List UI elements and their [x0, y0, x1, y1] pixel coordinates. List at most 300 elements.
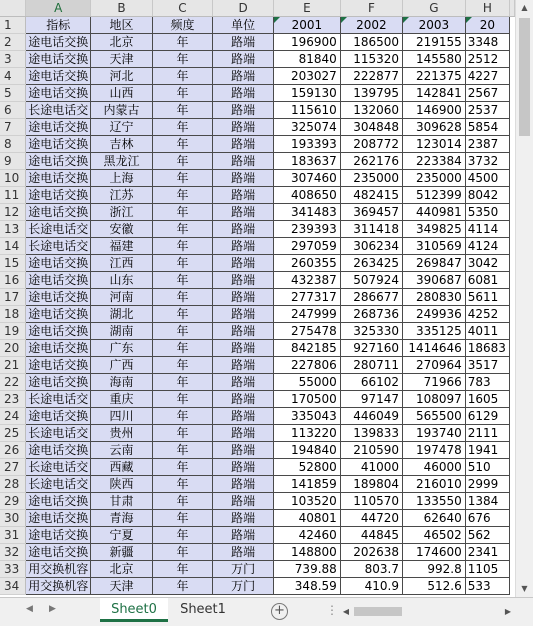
- cell-value[interactable]: 565500: [403, 408, 466, 425]
- row-header[interactable]: 6: [0, 102, 26, 119]
- cell-unit[interactable]: 路端: [213, 374, 274, 391]
- cell-unit[interactable]: 路端: [213, 102, 274, 119]
- cell-region[interactable]: 上海: [91, 170, 152, 187]
- row-header[interactable]: 1: [0, 17, 26, 34]
- cell-header-indicator[interactable]: 指标: [26, 17, 91, 34]
- cell-region[interactable]: 北京: [91, 561, 152, 578]
- cell-value[interactable]: 335125: [403, 323, 466, 340]
- cell-value[interactable]: 676: [465, 510, 509, 527]
- cell-unit[interactable]: 路端: [213, 306, 274, 323]
- row-header[interactable]: 15: [0, 255, 26, 272]
- cell-value[interactable]: 44845: [340, 527, 402, 544]
- cell-region[interactable]: 贵州: [91, 425, 152, 442]
- cell-region[interactable]: 天津: [91, 578, 152, 595]
- cell-value[interactable]: 533: [465, 578, 509, 595]
- vertical-scrollbar[interactable]: [515, 0, 533, 597]
- scroll-up-icon[interactable]: ▲: [521, 3, 528, 12]
- cell-value[interactable]: 115610: [273, 102, 340, 119]
- row-header[interactable]: 3: [0, 51, 26, 68]
- cell-region[interactable]: 海南: [91, 374, 152, 391]
- cell-value[interactable]: 310569: [403, 238, 466, 255]
- cell-value[interactable]: 1105: [465, 561, 509, 578]
- cell-unit[interactable]: 路端: [213, 442, 274, 459]
- cell-value[interactable]: 1384: [465, 493, 509, 510]
- cell-indicator[interactable]: 途电话交换: [26, 544, 91, 561]
- cell-value[interactable]: 408650: [273, 187, 340, 204]
- cell-value[interactable]: 311418: [340, 221, 402, 238]
- cell-header-year[interactable]: 2001: [273, 17, 340, 34]
- cell-value[interactable]: 8042: [465, 187, 509, 204]
- cell-unit[interactable]: 路端: [213, 204, 274, 221]
- horizontal-scrollbar[interactable]: [339, 604, 515, 619]
- cell-frequency[interactable]: 年: [152, 289, 213, 306]
- cell-header-year[interactable]: 20: [465, 17, 509, 34]
- cell-value[interactable]: 306234: [340, 238, 402, 255]
- cell-frequency[interactable]: 年: [152, 357, 213, 374]
- row-header[interactable]: 11: [0, 187, 26, 204]
- cell-header-region[interactable]: 地区: [91, 17, 152, 34]
- row-header[interactable]: 21: [0, 357, 26, 374]
- cell-value[interactable]: 325330: [340, 323, 402, 340]
- cell-indicator[interactable]: 途电话交换: [26, 289, 91, 306]
- cell-frequency[interactable]: 年: [152, 578, 213, 595]
- cell-value[interactable]: 148800: [273, 544, 340, 561]
- cell-value[interactable]: 309628: [403, 119, 466, 136]
- cell-frequency[interactable]: 年: [152, 442, 213, 459]
- cell-indicator[interactable]: 途电话交换: [26, 119, 91, 136]
- cell-value[interactable]: 55000: [273, 374, 340, 391]
- cell-region[interactable]: 青海: [91, 510, 152, 527]
- cell-unit[interactable]: 路端: [213, 255, 274, 272]
- cell-value[interactable]: 2999: [465, 476, 509, 493]
- cell-value[interactable]: 216010: [403, 476, 466, 493]
- cell-value[interactable]: 3348: [465, 34, 509, 51]
- cell-value[interactable]: 239393: [273, 221, 340, 238]
- cell-frequency[interactable]: 年: [152, 340, 213, 357]
- cell-frequency[interactable]: 年: [152, 68, 213, 85]
- cell-value[interactable]: 5350: [465, 204, 509, 221]
- cell-region[interactable]: 湖北: [91, 306, 152, 323]
- cell-frequency[interactable]: 年: [152, 34, 213, 51]
- cell-value[interactable]: 307460: [273, 170, 340, 187]
- cell-value[interactable]: 304848: [340, 119, 402, 136]
- cell-frequency[interactable]: 年: [152, 527, 213, 544]
- cell-indicator[interactable]: 途电话交换: [26, 340, 91, 357]
- cell-value[interactable]: 183637: [273, 153, 340, 170]
- cell-region[interactable]: 甘肃: [91, 493, 152, 510]
- cell-unit[interactable]: 路端: [213, 510, 274, 527]
- cell-frequency[interactable]: 年: [152, 408, 213, 425]
- cell-indicator[interactable]: 途电话交换: [26, 510, 91, 527]
- cell-value[interactable]: 18683: [465, 340, 509, 357]
- cell-unit[interactable]: 路端: [213, 459, 274, 476]
- cell-indicator[interactable]: 长途电话交: [26, 425, 91, 442]
- cell-region[interactable]: 安徽: [91, 221, 152, 238]
- row-header[interactable]: 22: [0, 374, 26, 391]
- cell-region[interactable]: 浙江: [91, 204, 152, 221]
- cell-unit[interactable]: 路端: [213, 51, 274, 68]
- cell-value[interactable]: 71966: [403, 374, 466, 391]
- cell-value[interactable]: 40801: [273, 510, 340, 527]
- cell-value[interactable]: 4114: [465, 221, 509, 238]
- select-all-corner[interactable]: [0, 0, 26, 17]
- cell-indicator[interactable]: 途电话交换: [26, 204, 91, 221]
- cell-value[interactable]: 174600: [403, 544, 466, 561]
- cell-value[interactable]: 146900: [403, 102, 466, 119]
- cell-unit[interactable]: 路端: [213, 289, 274, 306]
- cell-indicator[interactable]: 途电话交换: [26, 374, 91, 391]
- cell-frequency[interactable]: 年: [152, 510, 213, 527]
- column-header-a[interactable]: A: [26, 0, 91, 17]
- cell-value[interactable]: 2387: [465, 136, 509, 153]
- cell-value[interactable]: 5854: [465, 119, 509, 136]
- cell-frequency[interactable]: 年: [152, 306, 213, 323]
- cell-value[interactable]: 145580: [403, 51, 466, 68]
- cell-unit[interactable]: 路端: [213, 221, 274, 238]
- cell-value[interactable]: 222877: [340, 68, 402, 85]
- cell-frequency[interactable]: 年: [152, 238, 213, 255]
- cell-frequency[interactable]: 年: [152, 255, 213, 272]
- cell-value[interactable]: 208772: [340, 136, 402, 153]
- cell-region[interactable]: 江苏: [91, 187, 152, 204]
- cell-value[interactable]: 269847: [403, 255, 466, 272]
- cell-indicator[interactable]: 长途电话交: [26, 221, 91, 238]
- cell-value[interactable]: 2111: [465, 425, 509, 442]
- cell-unit[interactable]: 路端: [213, 425, 274, 442]
- cell-unit[interactable]: 路端: [213, 119, 274, 136]
- cell-indicator[interactable]: 长途电话交: [26, 391, 91, 408]
- cell-value[interactable]: 270964: [403, 357, 466, 374]
- cell-region[interactable]: 北京: [91, 34, 152, 51]
- row-header[interactable]: 12: [0, 204, 26, 221]
- row-header[interactable]: 30: [0, 510, 26, 527]
- cell-frequency[interactable]: 年: [152, 221, 213, 238]
- cell-value[interactable]: 194840: [273, 442, 340, 459]
- cell-value[interactable]: 203027: [273, 68, 340, 85]
- cell-unit[interactable]: 路端: [213, 357, 274, 374]
- row-header[interactable]: 4: [0, 68, 26, 85]
- cell-value[interactable]: 440981: [403, 204, 466, 221]
- cell-frequency[interactable]: 年: [152, 187, 213, 204]
- cell-value[interactable]: 2512: [465, 51, 509, 68]
- cell-unit[interactable]: 路端: [213, 527, 274, 544]
- cell-region[interactable]: 黑龙江: [91, 153, 152, 170]
- cell-value[interactable]: 221375: [403, 68, 466, 85]
- cell-value[interactable]: 235000: [340, 170, 402, 187]
- vertical-scroll-thumb[interactable]: [519, 18, 530, 136]
- cell-indicator[interactable]: 长途电话交: [26, 102, 91, 119]
- row-header[interactable]: 33: [0, 561, 26, 578]
- cell-frequency[interactable]: 年: [152, 374, 213, 391]
- cell-value[interactable]: 1605: [465, 391, 509, 408]
- cell-value[interactable]: 223384: [403, 153, 466, 170]
- cell-indicator[interactable]: 用交换机容: [26, 561, 91, 578]
- row-header[interactable]: 31: [0, 527, 26, 544]
- cell-value[interactable]: 2537: [465, 102, 509, 119]
- cell-unit[interactable]: 路端: [213, 544, 274, 561]
- column-header-e[interactable]: E: [273, 0, 340, 17]
- cell-frequency[interactable]: 年: [152, 119, 213, 136]
- cell-value[interactable]: 2341: [465, 544, 509, 561]
- cell-region[interactable]: 重庆: [91, 391, 152, 408]
- cell-value[interactable]: 41000: [340, 459, 402, 476]
- cell-value[interactable]: 510: [465, 459, 509, 476]
- cell-indicator[interactable]: 途电话交换: [26, 85, 91, 102]
- cell-value[interactable]: 803.7: [340, 561, 402, 578]
- cell-value[interactable]: 410.9: [340, 578, 402, 595]
- cell-indicator[interactable]: 途电话交换: [26, 51, 91, 68]
- cell-value[interactable]: 235000: [403, 170, 466, 187]
- cell-value[interactable]: 97147: [340, 391, 402, 408]
- cell-value[interactable]: 186500: [340, 34, 402, 51]
- cell-frequency[interactable]: 年: [152, 476, 213, 493]
- scroll-left-icon[interactable]: ◀: [342, 607, 350, 616]
- cell-value[interactable]: 52800: [273, 459, 340, 476]
- cell-unit[interactable]: 路端: [213, 187, 274, 204]
- row-header[interactable]: 7: [0, 119, 26, 136]
- cell-value[interactable]: 202638: [340, 544, 402, 561]
- cell-header-year[interactable]: 2003: [403, 17, 466, 34]
- cell-header-year[interactable]: 2002: [340, 17, 402, 34]
- row-header[interactable]: 9: [0, 153, 26, 170]
- cell-region[interactable]: 河北: [91, 68, 152, 85]
- cell-region[interactable]: 吉林: [91, 136, 152, 153]
- column-header-d[interactable]: D: [213, 0, 274, 17]
- cell-unit[interactable]: 路端: [213, 323, 274, 340]
- cell-value[interactable]: 108097: [403, 391, 466, 408]
- row-header[interactable]: 13: [0, 221, 26, 238]
- cell-value[interactable]: 562: [465, 527, 509, 544]
- cell-value[interactable]: 115320: [340, 51, 402, 68]
- cell-region[interactable]: 天津: [91, 51, 152, 68]
- cell-value[interactable]: 193393: [273, 136, 340, 153]
- cell-indicator[interactable]: 途电话交换: [26, 527, 91, 544]
- cell-indicator[interactable]: 途电话交换: [26, 272, 91, 289]
- cell-value[interactable]: 262176: [340, 153, 402, 170]
- cell-unit[interactable]: 路端: [213, 136, 274, 153]
- row-header[interactable]: 20: [0, 340, 26, 357]
- cell-region[interactable]: 辽宁: [91, 119, 152, 136]
- cell-value[interactable]: 280711: [340, 357, 402, 374]
- add-sheet-icon[interactable]: +: [271, 603, 288, 620]
- cell-value[interactable]: 103520: [273, 493, 340, 510]
- column-header-h[interactable]: H: [465, 0, 509, 17]
- cell-value[interactable]: 1941: [465, 442, 509, 459]
- cell-value[interactable]: 260355: [273, 255, 340, 272]
- cell-region[interactable]: 西藏: [91, 459, 152, 476]
- cell-value[interactable]: 139795: [340, 85, 402, 102]
- cell-value[interactable]: 992.8: [403, 561, 466, 578]
- cell-frequency[interactable]: 年: [152, 136, 213, 153]
- cell-value[interactable]: 133550: [403, 493, 466, 510]
- row-header[interactable]: 29: [0, 493, 26, 510]
- cell-value[interactable]: 1414646: [403, 340, 466, 357]
- cell-value[interactable]: 341483: [273, 204, 340, 221]
- cell-value[interactable]: 42460: [273, 527, 340, 544]
- column-header-c[interactable]: C: [152, 0, 213, 17]
- cell-indicator[interactable]: 途电话交换: [26, 357, 91, 374]
- cell-indicator[interactable]: 途电话交换: [26, 136, 91, 153]
- cell-region[interactable]: 云南: [91, 442, 152, 459]
- cell-unit[interactable]: 路端: [213, 391, 274, 408]
- column-header-f[interactable]: F: [340, 0, 402, 17]
- cell-region[interactable]: 新疆: [91, 544, 152, 561]
- cell-value[interactable]: 247999: [273, 306, 340, 323]
- cell-unit[interactable]: 路端: [213, 408, 274, 425]
- cell-indicator[interactable]: 长途电话交: [26, 459, 91, 476]
- cell-indicator[interactable]: 途电话交换: [26, 68, 91, 85]
- cell-value[interactable]: 5611: [465, 289, 509, 306]
- cell-header-unit[interactable]: 单位: [213, 17, 274, 34]
- cell-value[interactable]: 227806: [273, 357, 340, 374]
- cell-value[interactable]: 349825: [403, 221, 466, 238]
- cell-value[interactable]: 142841: [403, 85, 466, 102]
- cell-frequency[interactable]: 年: [152, 85, 213, 102]
- cell-value[interactable]: 3732: [465, 153, 509, 170]
- cell-value[interactable]: 348.59: [273, 578, 340, 595]
- cell-frequency[interactable]: 年: [152, 493, 213, 510]
- row-header[interactable]: 26: [0, 442, 26, 459]
- cell-value[interactable]: 263425: [340, 255, 402, 272]
- cell-indicator[interactable]: 途电话交换: [26, 34, 91, 51]
- cell-header-frequency[interactable]: 频度: [152, 17, 213, 34]
- cell-frequency[interactable]: 年: [152, 170, 213, 187]
- cell-value[interactable]: 512.6: [403, 578, 466, 595]
- cell-region[interactable]: 宁夏: [91, 527, 152, 544]
- tab-sheet1[interactable]: Sheet1: [180, 602, 226, 617]
- row-header[interactable]: 2: [0, 34, 26, 51]
- cell-frequency[interactable]: 年: [152, 323, 213, 340]
- cell-unit[interactable]: 路端: [213, 476, 274, 493]
- cell-value[interactable]: 3517: [465, 357, 509, 374]
- cell-indicator[interactable]: 长途电话交: [26, 476, 91, 493]
- cell-value[interactable]: 390687: [403, 272, 466, 289]
- cell-frequency[interactable]: 年: [152, 459, 213, 476]
- row-header[interactable]: 34: [0, 578, 26, 595]
- cell-value[interactable]: 783: [465, 374, 509, 391]
- cell-region[interactable]: 山东: [91, 272, 152, 289]
- cell-value[interactable]: 44720: [340, 510, 402, 527]
- cell-unit[interactable]: 路端: [213, 170, 274, 187]
- cell-value[interactable]: 62640: [403, 510, 466, 527]
- cell-unit[interactable]: 路端: [213, 85, 274, 102]
- cell-value[interactable]: 286677: [340, 289, 402, 306]
- cell-value[interactable]: 210590: [340, 442, 402, 459]
- row-header[interactable]: 32: [0, 544, 26, 561]
- cell-value[interactable]: 66102: [340, 374, 402, 391]
- cell-value[interactable]: 3042: [465, 255, 509, 272]
- cell-value[interactable]: 4500: [465, 170, 509, 187]
- cell-indicator[interactable]: 途电话交换: [26, 323, 91, 340]
- cell-frequency[interactable]: 年: [152, 204, 213, 221]
- cell-indicator[interactable]: 途电话交换: [26, 255, 91, 272]
- row-header[interactable]: 19: [0, 323, 26, 340]
- cell-region[interactable]: 内蒙古: [91, 102, 152, 119]
- cell-value[interactable]: 110570: [340, 493, 402, 510]
- cell-value[interactable]: 277317: [273, 289, 340, 306]
- cell-region[interactable]: 陕西: [91, 476, 152, 493]
- cell-region[interactable]: 福建: [91, 238, 152, 255]
- cell-region[interactable]: 广东: [91, 340, 152, 357]
- cell-frequency[interactable]: 年: [152, 102, 213, 119]
- cell-indicator[interactable]: 途电话交换: [26, 442, 91, 459]
- cell-frequency[interactable]: 年: [152, 51, 213, 68]
- cell-value[interactable]: 113220: [273, 425, 340, 442]
- scroll-right-icon[interactable]: ▶: [504, 607, 512, 616]
- cell-value[interactable]: 193740: [403, 425, 466, 442]
- row-header[interactable]: 25: [0, 425, 26, 442]
- cell-value[interactable]: 46000: [403, 459, 466, 476]
- horizontal-scroll-thumb[interactable]: [354, 607, 402, 616]
- row-header[interactable]: 23: [0, 391, 26, 408]
- cell-frequency[interactable]: 年: [152, 391, 213, 408]
- cell-value[interactable]: 512399: [403, 187, 466, 204]
- cell-value[interactable]: 4227: [465, 68, 509, 85]
- cell-value[interactable]: 189804: [340, 476, 402, 493]
- cell-region[interactable]: 广西: [91, 357, 152, 374]
- cell-unit[interactable]: 万门: [213, 561, 274, 578]
- cell-indicator[interactable]: 途电话交换: [26, 306, 91, 323]
- cell-unit[interactable]: 万门: [213, 578, 274, 595]
- cell-value[interactable]: 369457: [340, 204, 402, 221]
- cell-value[interactable]: 335043: [273, 408, 340, 425]
- cell-region[interactable]: 山西: [91, 85, 152, 102]
- cell-value[interactable]: 219155: [403, 34, 466, 51]
- column-header-b[interactable]: B: [91, 0, 152, 17]
- tab-sheet0[interactable]: Sheet0: [100, 598, 168, 622]
- cell-value[interactable]: 2567: [465, 85, 509, 102]
- cell-value[interactable]: 196900: [273, 34, 340, 51]
- cell-region[interactable]: 四川: [91, 408, 152, 425]
- prev-sheet-icon[interactable]: ◀: [26, 604, 33, 614]
- cell-value[interactable]: 170500: [273, 391, 340, 408]
- row-header[interactable]: 16: [0, 272, 26, 289]
- cell-value[interactable]: 842185: [273, 340, 340, 357]
- cell-frequency[interactable]: 年: [152, 272, 213, 289]
- cell-value[interactable]: 46502: [403, 527, 466, 544]
- cell-region[interactable]: 江西: [91, 255, 152, 272]
- cell-indicator[interactable]: 途电话交换: [26, 187, 91, 204]
- cell-value[interactable]: 141859: [273, 476, 340, 493]
- row-header[interactable]: 18: [0, 306, 26, 323]
- row-header[interactable]: 27: [0, 459, 26, 476]
- cell-indicator[interactable]: 途电话交换: [26, 493, 91, 510]
- cell-indicator[interactable]: 途电话交换: [26, 408, 91, 425]
- cell-value[interactable]: 275478: [273, 323, 340, 340]
- cell-frequency[interactable]: 年: [152, 425, 213, 442]
- cell-value[interactable]: 249936: [403, 306, 466, 323]
- cell-value[interactable]: 4011: [465, 323, 509, 340]
- cell-value[interactable]: 927160: [340, 340, 402, 357]
- next-sheet-icon[interactable]: ▶: [49, 604, 56, 614]
- cell-value[interactable]: 197478: [403, 442, 466, 459]
- cell-value[interactable]: 159130: [273, 85, 340, 102]
- cell-indicator[interactable]: 途电话交换: [26, 153, 91, 170]
- cell-value[interactable]: 325074: [273, 119, 340, 136]
- cell-indicator[interactable]: 途电话交换: [26, 170, 91, 187]
- cell-value[interactable]: 739.88: [273, 561, 340, 578]
- cell-frequency[interactable]: 年: [152, 561, 213, 578]
- cell-frequency[interactable]: 年: [152, 544, 213, 561]
- cell-region[interactable]: 河南: [91, 289, 152, 306]
- tab-split-handle[interactable]: ⋮: [326, 603, 338, 617]
- cell-value[interactable]: 132060: [340, 102, 402, 119]
- cell-value[interactable]: 123014: [403, 136, 466, 153]
- cell-value[interactable]: 139833: [340, 425, 402, 442]
- cell-unit[interactable]: 路端: [213, 272, 274, 289]
- cell-unit[interactable]: 路端: [213, 340, 274, 357]
- cell-value[interactable]: 4252: [465, 306, 509, 323]
